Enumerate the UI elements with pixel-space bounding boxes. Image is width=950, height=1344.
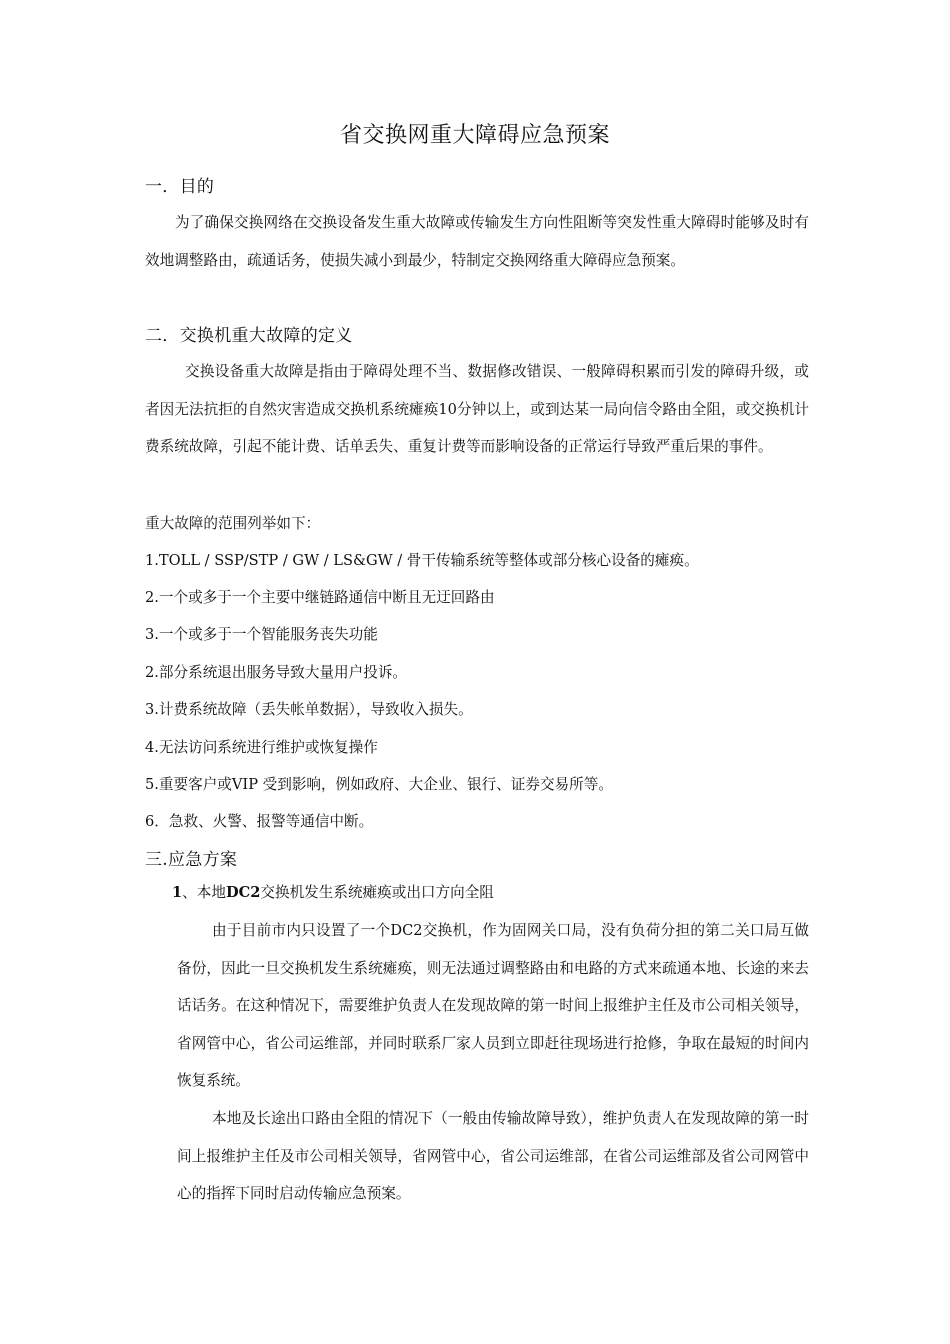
section-heading-definition: 二．交换机重大故障的定义 bbox=[145, 326, 353, 346]
purpose-paragraph: 为了确保交换网络在交换设备发生重大故障或传输发生方向性阻断等突发性重大障碍时能够及时有效地调整路由，疏通话务，使损失减小到最少，特制定交换网络重大障碍应急预案。 bbox=[145, 214, 809, 269]
outbound-route-paragraph: 本地及长途出口路由全阻的情况下（一般由传输故障导致），维护负责人在发现故障的第一时间上报维护主任及市公司相关领导，省网管中心，省公司运维部，在省公司运维部及省公司网管中心的指挥下同时启动传输应急预案。 bbox=[177, 1110, 809, 1202]
list-item: 3.一个或多于一个智能服务丧失功能 bbox=[145, 626, 378, 643]
list-item: 6．急救、火警、报警等通信中断。 bbox=[145, 813, 374, 830]
subsection-text-a: 、本地 bbox=[182, 884, 226, 901]
dc2-paragraph: 由于目前市内只设置了一个DC2交换机，作为固网关口局，没有负荷分担的第二关口局互做备份，因此一旦交换机发生系统瘫痪，则无法通过调整路由和电路的方式来疏通本地、长途的来去话话务。在这种情况下，需要维护负责人在发现故障的第一时间上报维护主任及市公司相关领导，省网管中心，省公司运维部，并同时联系厂家人员到立即赶往现场进行抢修，争取在最短的时间内恢复系统。 bbox=[177, 922, 809, 1089]
list-item: 5.重要客户或VIP 受到影响，例如政府、大企业、银行、证券交易所等。 bbox=[145, 776, 613, 793]
subsection-bold-dc2: DC2 bbox=[225, 884, 261, 901]
page-title: 省交换网重大障碍应急预案 bbox=[339, 123, 610, 148]
list-item: 4.无法访问系统进行维护或恢复操作 bbox=[145, 739, 378, 756]
list-item: 2.一个或多于一个主要中继链路通信中断且无迂回路由 bbox=[145, 589, 495, 606]
section-heading-emergency-plan: 三.应急方案 bbox=[145, 850, 238, 870]
section-heading-purpose: 一．目的 bbox=[145, 177, 215, 197]
list-intro: 重大故障的范围列举如下： bbox=[145, 515, 321, 532]
definition-paragraph: 交换设备重大故障是指由于障碍处理不当、数据修改错误、一般障碍积累而引发的障碍升级，或者因无法抗拒的自然灾害造成交换机系统瘫痪10分钟以上，或到达某一局向信令路由全阻，或交换机计费系统故障，引起不能计费、话单丢失、重复计费等而影响设备的正常运行导致严重后果的事件。 bbox=[145, 363, 809, 455]
list-item: 3.计费系统故障（丢失帐单数据），导致收入损失。 bbox=[145, 701, 473, 718]
list-item: 2.部分系统退出服务导致大量用户投诉。 bbox=[145, 664, 408, 681]
subsection-number: 1 bbox=[172, 884, 183, 901]
subsection-heading-dc2 bbox=[172, 881, 494, 902]
list-item: 1.TOLL / SSP/STP / GW / LS&GW / 骨干传输系统等整体或部分核心设备的瘫痪。 bbox=[145, 552, 699, 569]
subsection-text-b: 交换机发生系统瘫痪或出口方向全阻 bbox=[260, 884, 494, 901]
